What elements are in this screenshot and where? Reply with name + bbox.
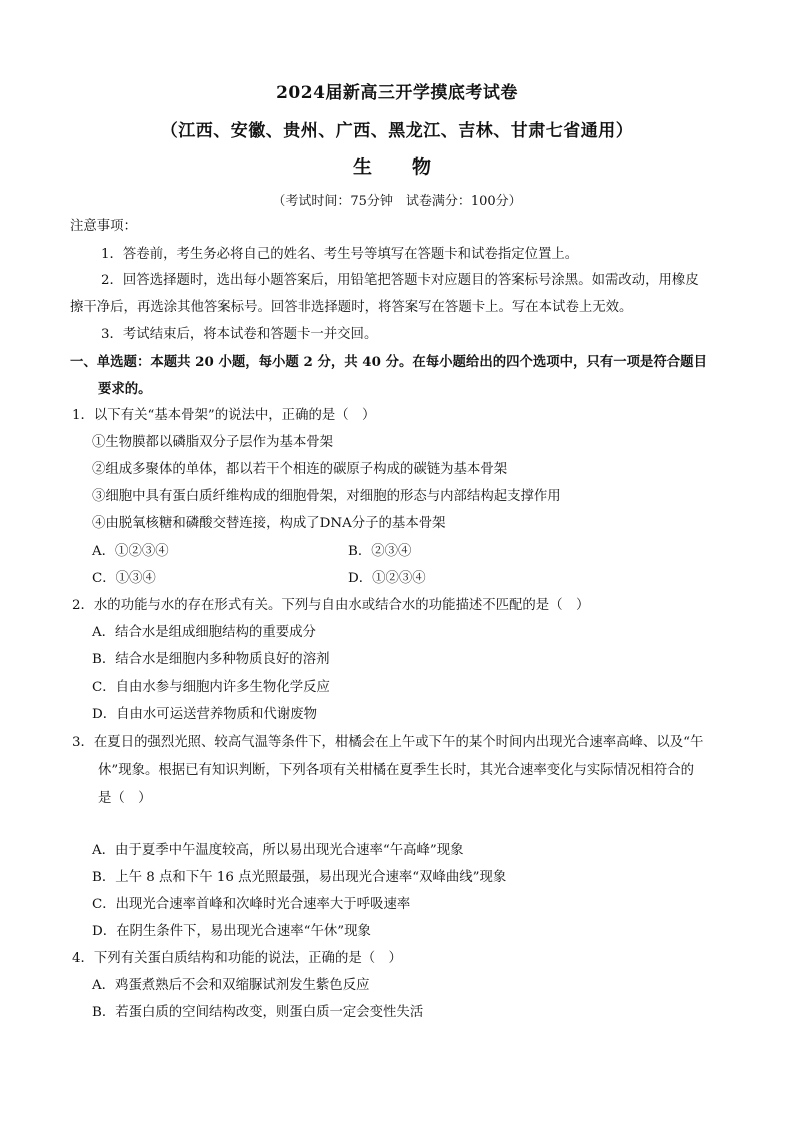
notice-item-3: 3．考试结束后，将本试卷和答题卡一并交回。: [101, 327, 378, 342]
q2-stem: 2．水的功能与水的存在形式有关。下列与自由水或结合水的功能描述不匹配的是（ ）: [72, 598, 590, 613]
exam-info: （考试时间：75分钟 试卷满分：100分）: [272, 194, 522, 209]
q1-statement: ①生物膜都以磷脂双分子层作为基本骨架: [92, 435, 334, 450]
q4-stem: 4．下列有关蛋白质结构和功能的说法，正确的是（ ）: [72, 951, 402, 966]
q3-option-b: B．上午 8 点和下午 16 点光照最强，易出现光合速率“双峰曲线”现象: [92, 870, 507, 885]
notice-heading: 注意事项：: [70, 219, 137, 234]
exam-subtitle: （江西、安徽、贵州、广西、黑龙江、吉林、甘肃七省通用）: [160, 121, 634, 141]
q4-option-a: A．鸡蛋煮熟后不会和双缩脲试剂发生紫色反应: [92, 978, 370, 993]
q1-statement: ②组成多聚体的单体，都以若干个相连的碳原子构成的碳链为基本骨架: [92, 462, 508, 477]
q3-stem-line-3: 是（ ）: [98, 791, 152, 806]
q3-stem-line-2: 休”现象。根据已有知识判断，下列各项有关柑橘在夏季生长时，其光合速率变化与实际情况相符合的: [98, 763, 695, 778]
section-heading: 一、单选题：本题共 20 小题，每小题 2 分，共 40 分。在每小题给出的四个选项中，只有一项是符合题目: [70, 354, 707, 370]
q1-statement: ③细胞中具有蛋白质纤维构成的细胞骨架，对细胞的形态与内部结构起支撑作用: [92, 489, 561, 504]
q2-option-c: C．自由水参与细胞内许多生物化学反应: [92, 680, 330, 695]
section-heading-cont: 要求的。: [98, 381, 152, 397]
q2-option-a: A．结合水是组成细胞结构的重要成分: [92, 625, 316, 640]
subject-title: 生物: [352, 156, 471, 178]
notice-item-2-cont: 擦干净后，再选涂其他答案标号。回答非选择题时，将答案写在答题卡上。写在本试卷上无效。: [70, 300, 633, 315]
q1-option-b: B．②③④: [348, 544, 412, 559]
q1-option-a: A．①②③④: [92, 544, 169, 559]
exam-title: 2024届新高三开学摸底考试卷: [276, 83, 518, 103]
q3-option-a: A．由于夏季中午温度较高，所以易出现光合速率“午高峰”现象: [92, 843, 464, 858]
q4-option-b: B．若蛋白质的空间结构改变，则蛋白质一定会变性失活: [92, 1005, 424, 1020]
q3-stem-line-1: 3．在夏日的强烈光照、较高气温等条件下，柑橘会在上午或下午的某个时间内出现光合速率高峰、以及“午: [72, 735, 704, 750]
q1-statement: ④由脱氧核糖和磷酸交替连接，构成了DNA分子的基本骨架: [92, 516, 446, 531]
q1-option-d: D．①②③④: [348, 571, 426, 586]
q3-option-c: C．出现光合速率首峰和次峰时光合速率大于呼吸速率: [92, 897, 411, 912]
q3-option-d: D．在阴生条件下，易出现光合速率“午休”现象: [92, 924, 371, 939]
q1-stem: 1．以下有关“基本骨架”的说法中，正确的是（ ）: [72, 408, 376, 423]
q1-option-c: C．①③④: [92, 571, 156, 586]
q2-option-d: D．自由水可运送营养物质和代谢废物: [92, 707, 317, 722]
notice-item-2: 2．回答选择题时，选出每小题答案后，用铅笔把答题卡对应题目的答案标号涂黑。如需改动，用橡皮: [101, 273, 699, 288]
notice-item-1: 1．答卷前，考生务必将自己的姓名、考生号等填写在答题卡和试卷指定位置上。: [101, 247, 579, 262]
q2-option-b: B．结合水是细胞内多种物质良好的溶剂: [92, 652, 330, 667]
